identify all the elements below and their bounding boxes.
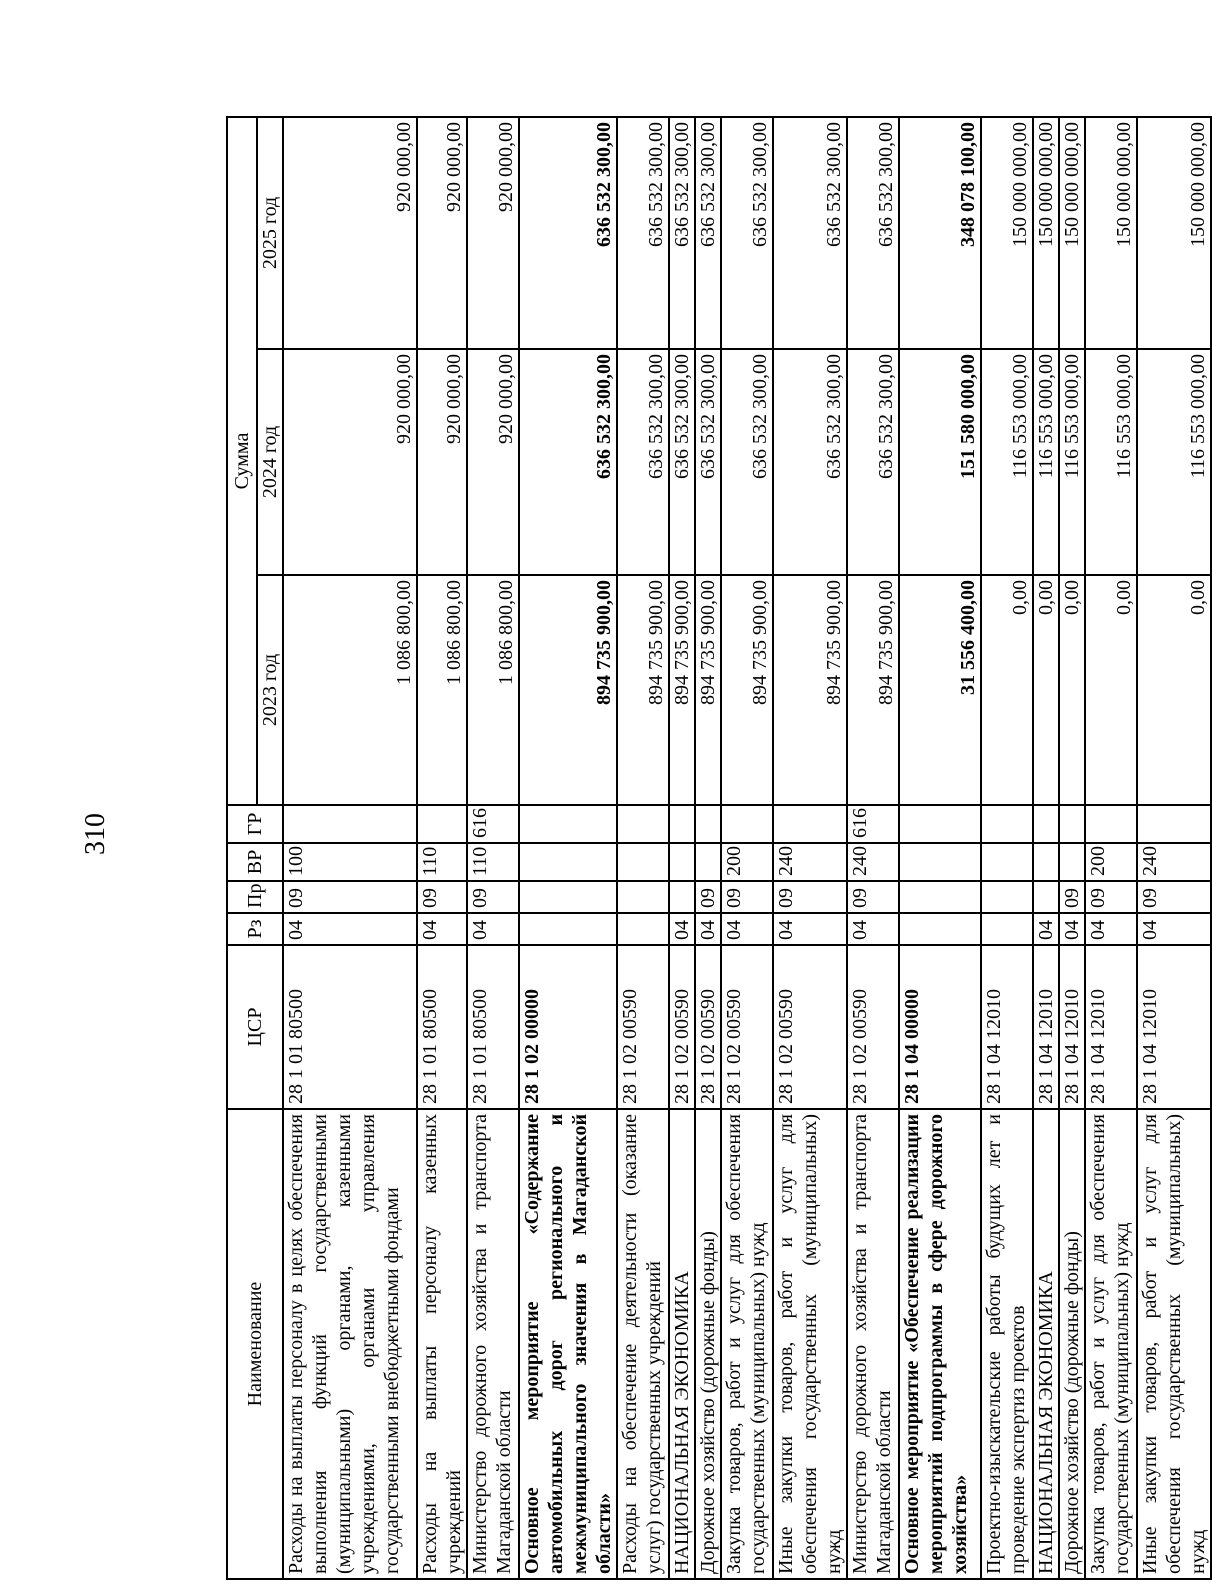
header-pr: Пр — [227, 881, 283, 913]
cell-name: Дорожное хозяйство (дорожные фонды) — [1059, 1109, 1085, 1579]
cell-name: Основное мероприятие «Обеспечение реализации мероприятий подпрограммы в сфере дорожного хозяйства» — [899, 1109, 981, 1579]
cell-y2023: 894 735 900,00 — [695, 575, 721, 805]
cell-pr: 09 — [1085, 881, 1137, 913]
header-csr: ЦСР — [227, 945, 283, 1109]
cell-rz: 04 — [773, 913, 847, 945]
cell-y2025: 636 532 300,00 — [773, 117, 847, 349]
header-gr: ГР — [227, 805, 283, 843]
cell-name: НАЦИОНАЛЬНАЯ ЭКОНОМИКА — [669, 1109, 695, 1579]
cell-csr: 28 1 02 00590 — [773, 945, 847, 1109]
cell-vr — [669, 843, 695, 881]
cell-y2024: 636 532 300,00 — [695, 349, 721, 575]
cell-y2024: 636 532 300,00 — [519, 349, 617, 575]
cell-vr: 110 — [467, 843, 519, 881]
cell-y2023: 31 556 400,00 — [899, 575, 981, 805]
table-row — [1085, 117, 1137, 1579]
header-2023: 2023 год — [257, 575, 283, 805]
cell-gr — [519, 805, 617, 843]
cell-y2025: 636 532 300,00 — [617, 117, 669, 349]
cell-y2024: 116 553 000,00 — [1033, 349, 1059, 575]
cell-pr: 09 — [1059, 881, 1085, 913]
cell-rz — [519, 913, 617, 945]
cell-csr: 28 1 01 80500 — [283, 945, 417, 1109]
cell-csr: 28 1 04 12010 — [1085, 945, 1137, 1109]
cell-vr: 240 — [1137, 843, 1211, 881]
table-row — [981, 117, 1033, 1579]
cell-name: Расходы на выплаты персоналу казенных учреждений — [417, 1109, 467, 1579]
cell-gr — [899, 805, 981, 843]
cell-pr: 09 — [467, 881, 519, 913]
cell-pr: 09 — [283, 881, 417, 913]
cell-name: Проектно-изыскательские работы будущих лет и проведение экспертиз проектов — [981, 1109, 1033, 1579]
cell-rz: 04 — [1137, 913, 1211, 945]
cell-gr — [283, 805, 417, 843]
cell-vr — [695, 843, 721, 881]
cell-rz: 04 — [721, 913, 773, 945]
cell-y2025: 150 000 000,00 — [1085, 117, 1137, 349]
cell-rz: 04 — [847, 913, 899, 945]
page-number: 310 — [80, 813, 111, 855]
cell-y2024: 116 553 000,00 — [1085, 349, 1137, 575]
cell-csr: 28 1 02 00590 — [847, 945, 899, 1109]
table-row — [847, 117, 899, 1579]
cell-rz: 04 — [695, 913, 721, 945]
cell-pr — [617, 881, 669, 913]
cell-y2023: 894 735 900,00 — [721, 575, 773, 805]
cell-vr — [899, 843, 981, 881]
table-row — [1033, 117, 1059, 1579]
cell-name: Закупка товаров, работ и услуг для обеспечения государственных (муниципальных) нужд — [1085, 1109, 1137, 1579]
cell-gr — [695, 805, 721, 843]
cell-y2023: 0,00 — [981, 575, 1033, 805]
cell-y2024: 116 553 000,00 — [981, 349, 1033, 575]
table-row — [519, 117, 617, 1579]
cell-gr — [417, 805, 467, 843]
cell-vr — [617, 843, 669, 881]
table-row — [721, 117, 773, 1579]
cell-csr: 28 1 02 00590 — [695, 945, 721, 1109]
cell-csr: 28 1 02 00590 — [617, 945, 669, 1109]
cell-gr — [1085, 805, 1137, 843]
header-2024: 2024 год — [257, 349, 283, 575]
cell-gr: 616 — [847, 805, 899, 843]
cell-y2023: 1 086 800,00 — [417, 575, 467, 805]
header-vr: ВР — [227, 843, 283, 881]
cell-rz: 04 — [1033, 913, 1059, 945]
cell-y2023: 894 735 900,00 — [617, 575, 669, 805]
table-row — [695, 117, 721, 1579]
cell-vr: 200 — [1085, 843, 1137, 881]
cell-vr — [1059, 843, 1085, 881]
cell-name: Министерство дорожного хозяйства и транспорта Магаданской области — [467, 1109, 519, 1579]
cell-vr — [981, 843, 1033, 881]
header-2025: 2025 год — [257, 117, 283, 349]
cell-y2023: 894 735 900,00 — [847, 575, 899, 805]
cell-y2024: 920 000,00 — [283, 349, 417, 575]
cell-name: Дорожное хозяйство (дорожные фонды) — [695, 1109, 721, 1579]
cell-y2025: 150 000 000,00 — [1059, 117, 1085, 349]
cell-y2023: 0,00 — [1059, 575, 1085, 805]
cell-y2025: 636 532 300,00 — [669, 117, 695, 349]
cell-vr: 240 — [847, 843, 899, 881]
table-row — [617, 117, 669, 1579]
table-row — [417, 117, 467, 1579]
cell-rz: 04 — [669, 913, 695, 945]
cell-y2025: 150 000 000,00 — [1137, 117, 1211, 349]
cell-csr: 28 1 04 00000 — [899, 945, 981, 1109]
cell-pr: 09 — [417, 881, 467, 913]
cell-y2025: 920 000,00 — [467, 117, 519, 349]
cell-name: Иные закупки товаров, работ и услуг для обеспечения государственных (муниципальных) нужд — [773, 1109, 847, 1579]
cell-rz: 04 — [467, 913, 519, 945]
cell-y2024: 636 532 300,00 — [721, 349, 773, 575]
cell-y2023: 894 735 900,00 — [773, 575, 847, 805]
cell-pr — [981, 881, 1033, 913]
table-row — [899, 117, 981, 1579]
cell-y2024: 636 532 300,00 — [669, 349, 695, 575]
cell-name: Иные закупки товаров, работ и услуг для обеспечения государственных (муниципальных) нужд — [1137, 1109, 1211, 1579]
cell-vr — [1033, 843, 1059, 881]
cell-name: Министерство дорожного хозяйства и транспорта Магаданской области — [847, 1109, 899, 1579]
cell-csr: 28 1 02 00590 — [721, 945, 773, 1109]
cell-y2024: 636 532 300,00 — [617, 349, 669, 575]
cell-y2023: 0,00 — [1033, 575, 1059, 805]
cell-pr: 09 — [721, 881, 773, 913]
table-row — [1137, 117, 1211, 1579]
cell-rz — [617, 913, 669, 945]
cell-pr — [899, 881, 981, 913]
cell-pr — [519, 881, 617, 913]
cell-rz: 04 — [1085, 913, 1137, 945]
budget-table — [226, 116, 1212, 1580]
cell-pr: 09 — [847, 881, 899, 913]
cell-y2023: 1 086 800,00 — [283, 575, 417, 805]
cell-pr — [1033, 881, 1059, 913]
cell-gr — [1059, 805, 1085, 843]
cell-y2025: 636 532 300,00 — [695, 117, 721, 349]
cell-y2025: 150 000 000,00 — [981, 117, 1033, 349]
cell-y2025: 636 532 300,00 — [519, 117, 617, 349]
cell-pr: 09 — [1137, 881, 1211, 913]
cell-csr: 28 1 04 12010 — [1033, 945, 1059, 1109]
cell-y2025: 636 532 300,00 — [847, 117, 899, 349]
cell-y2024: 920 000,00 — [467, 349, 519, 575]
cell-gr: 616 — [467, 805, 519, 843]
cell-rz — [899, 913, 981, 945]
cell-vr: 100 — [283, 843, 417, 881]
cell-gr — [773, 805, 847, 843]
cell-csr: 28 1 02 00590 — [669, 945, 695, 1109]
cell-rz: 04 — [417, 913, 467, 945]
cell-gr — [617, 805, 669, 843]
cell-y2025: 920 000,00 — [417, 117, 467, 349]
cell-gr — [721, 805, 773, 843]
cell-y2024: 636 532 300,00 — [847, 349, 899, 575]
header-row-top — [227, 117, 257, 1579]
cell-vr: 200 — [721, 843, 773, 881]
cell-name: НАЦИОНАЛЬНАЯ ЭКОНОМИКА — [1033, 1109, 1059, 1579]
cell-y2024: 920 000,00 — [417, 349, 467, 575]
table-row — [773, 117, 847, 1579]
cell-pr: 09 — [695, 881, 721, 913]
cell-gr — [1137, 805, 1211, 843]
cell-y2023: 894 735 900,00 — [519, 575, 617, 805]
cell-gr — [1033, 805, 1059, 843]
table-row — [669, 117, 695, 1579]
cell-vr: 110 — [417, 843, 467, 881]
cell-y2024: 116 553 000,00 — [1137, 349, 1211, 575]
cell-rz: 04 — [1059, 913, 1085, 945]
table-row — [283, 117, 417, 1579]
cell-csr: 28 1 04 12010 — [981, 945, 1033, 1109]
table-row — [1059, 117, 1085, 1579]
cell-y2023: 894 735 900,00 — [669, 575, 695, 805]
cell-gr — [669, 805, 695, 843]
cell-name: Расходы на обеспечение деятельности (оказание услуг) государственных учреждений — [617, 1109, 669, 1579]
cell-vr — [519, 843, 617, 881]
cell-y2023: 0,00 — [1085, 575, 1137, 805]
cell-y2025: 150 000 000,00 — [1033, 117, 1059, 349]
cell-y2024: 151 580 000,00 — [899, 349, 981, 575]
cell-y2025: 636 532 300,00 — [721, 117, 773, 349]
cell-name: Основное мероприятие «Содержание автомобильных дорог регионального и межмуниципального значения в Магаданской области» — [519, 1109, 617, 1579]
cell-y2024: 116 553 000,00 — [1059, 349, 1085, 575]
cell-y2024: 636 532 300,00 — [773, 349, 847, 575]
cell-y2025: 920 000,00 — [283, 117, 417, 349]
cell-rz: 04 — [283, 913, 417, 945]
cell-rz — [981, 913, 1033, 945]
cell-gr — [981, 805, 1033, 843]
cell-pr — [669, 881, 695, 913]
cell-pr: 09 — [773, 881, 847, 913]
cell-csr: 28 1 04 12010 — [1137, 945, 1211, 1109]
cell-csr: 28 1 01 80500 — [467, 945, 519, 1109]
table-row — [467, 117, 519, 1579]
header-sum: Сумма — [227, 117, 257, 805]
cell-y2023: 0,00 — [1137, 575, 1211, 805]
cell-csr: 28 1 02 00000 — [519, 945, 617, 1109]
header-name: Наименование — [227, 1109, 283, 1579]
cell-name: Расходы на выплаты персоналу в целях обеспечения выполнения функций государственными (муниципальными) органами, казенными учреждениями, органами управления государственными внебюджетными фондами — [283, 1109, 417, 1579]
cell-y2025: 348 078 100,00 — [899, 117, 981, 349]
cell-y2023: 1 086 800,00 — [467, 575, 519, 805]
cell-csr: 28 1 04 12010 — [1059, 945, 1085, 1109]
header-rz: Рз — [227, 913, 283, 945]
cell-vr: 240 — [773, 843, 847, 881]
rotated-page-content — [226, 118, 1209, 1580]
cell-csr: 28 1 01 80500 — [417, 945, 467, 1109]
cell-name: Закупка товаров, работ и услуг для обеспечения государственных (муниципальных) нужд — [721, 1109, 773, 1579]
